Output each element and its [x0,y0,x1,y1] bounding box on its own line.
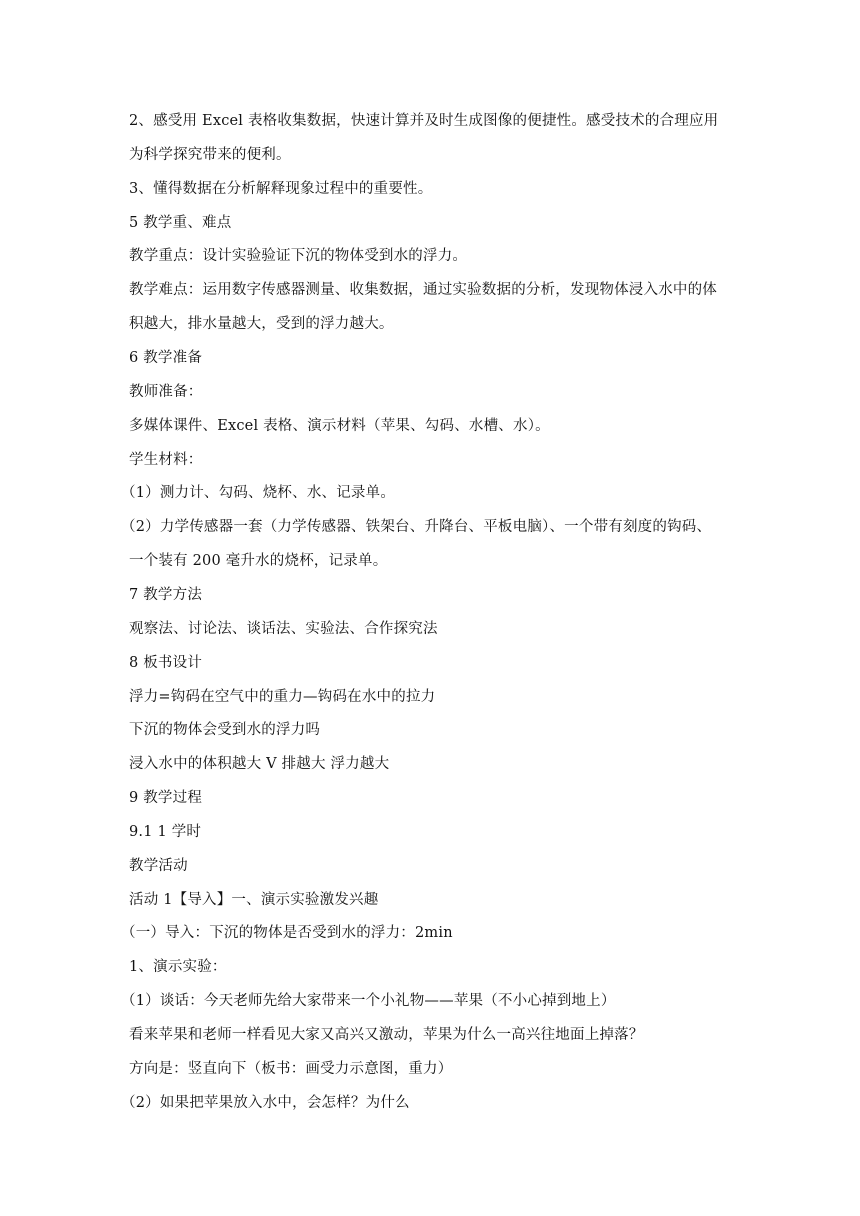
section-heading: 6 教学准备 [129,350,203,366]
text-line: 一个装有 200 毫升水的烧杯，记录单。 [129,553,388,569]
text-line: 活动 1【导入】一、演示实验激发兴趣 [129,892,379,908]
text-line: （1）测力计、勾码、烧杯、水、记录单。 [121,485,396,501]
text-line: 3、懂得数据在分析解释现象过程中的重要性。 [129,181,433,197]
text-line: （2）力学传感器一套（力学传感器、铁架台、升降台、平板电脑）、一个带有刻度的钩码、 [121,519,712,535]
text-line: 教学活动 [129,858,188,874]
text-line: （1）谈话：今天老师先给大家带来一个小礼物——苹果（不小心掉到地上） [121,993,616,1009]
text-line: 积越大，排水量越大，受到的浮力越大。 [129,316,394,332]
text-line: 学生材料： [129,452,203,468]
text-line: 2、感受用 Excel 表格收集数据，快速计算并及时生成图像的便捷性。感受技术的合理应用 [129,113,719,129]
text-line: 浮力=钩码在空气中的重力—钩码在水中的拉力 [129,689,436,705]
section-heading: 7 教学方法 [129,587,203,603]
text-line: 教师准备： [129,384,203,400]
section-heading: 9 教学过程 [129,790,203,806]
text-line: 方向是：竖直向下（板书：画受力示意图，重力） [129,1061,453,1077]
text-line: （一）导入：下沉的物体是否受到水的浮力：2min [121,925,453,941]
text-line: 看来苹果和老师一样看见大家又高兴又激动，苹果为什么一高兴往地面上掉落？ [129,1027,644,1043]
section-heading: 5 教学重、难点 [129,215,232,231]
text-line: （2）如果把苹果放入水中，会怎样？为什么 [121,1095,410,1111]
text-line: 观察法、讨论法、谈话法、实验法、合作探究法 [129,621,438,637]
text-line: 教学重点：设计实验验证下沉的物体受到水的浮力。 [129,248,468,264]
text-line: 教学难点：运用数字传感器测量、收集数据，通过实验数据的分析，发现物体浸入水中的体 [129,282,717,298]
text-line: 1、演示实验： [129,959,227,975]
section-heading: 8 板书设计 [129,655,203,671]
text-line: 为科学探究带来的便利。 [129,147,291,163]
text-line: 9.1 1 学时 [129,824,202,840]
text-line: 多媒体课件、Excel 表格、演示材料（苹果、勾码、水槽、水）。 [129,418,550,434]
text-line: 浸入水中的体积越大 V 排越大 浮力越大 [129,756,390,772]
text-line: 下沉的物体会受到水的浮力吗 [129,722,321,738]
